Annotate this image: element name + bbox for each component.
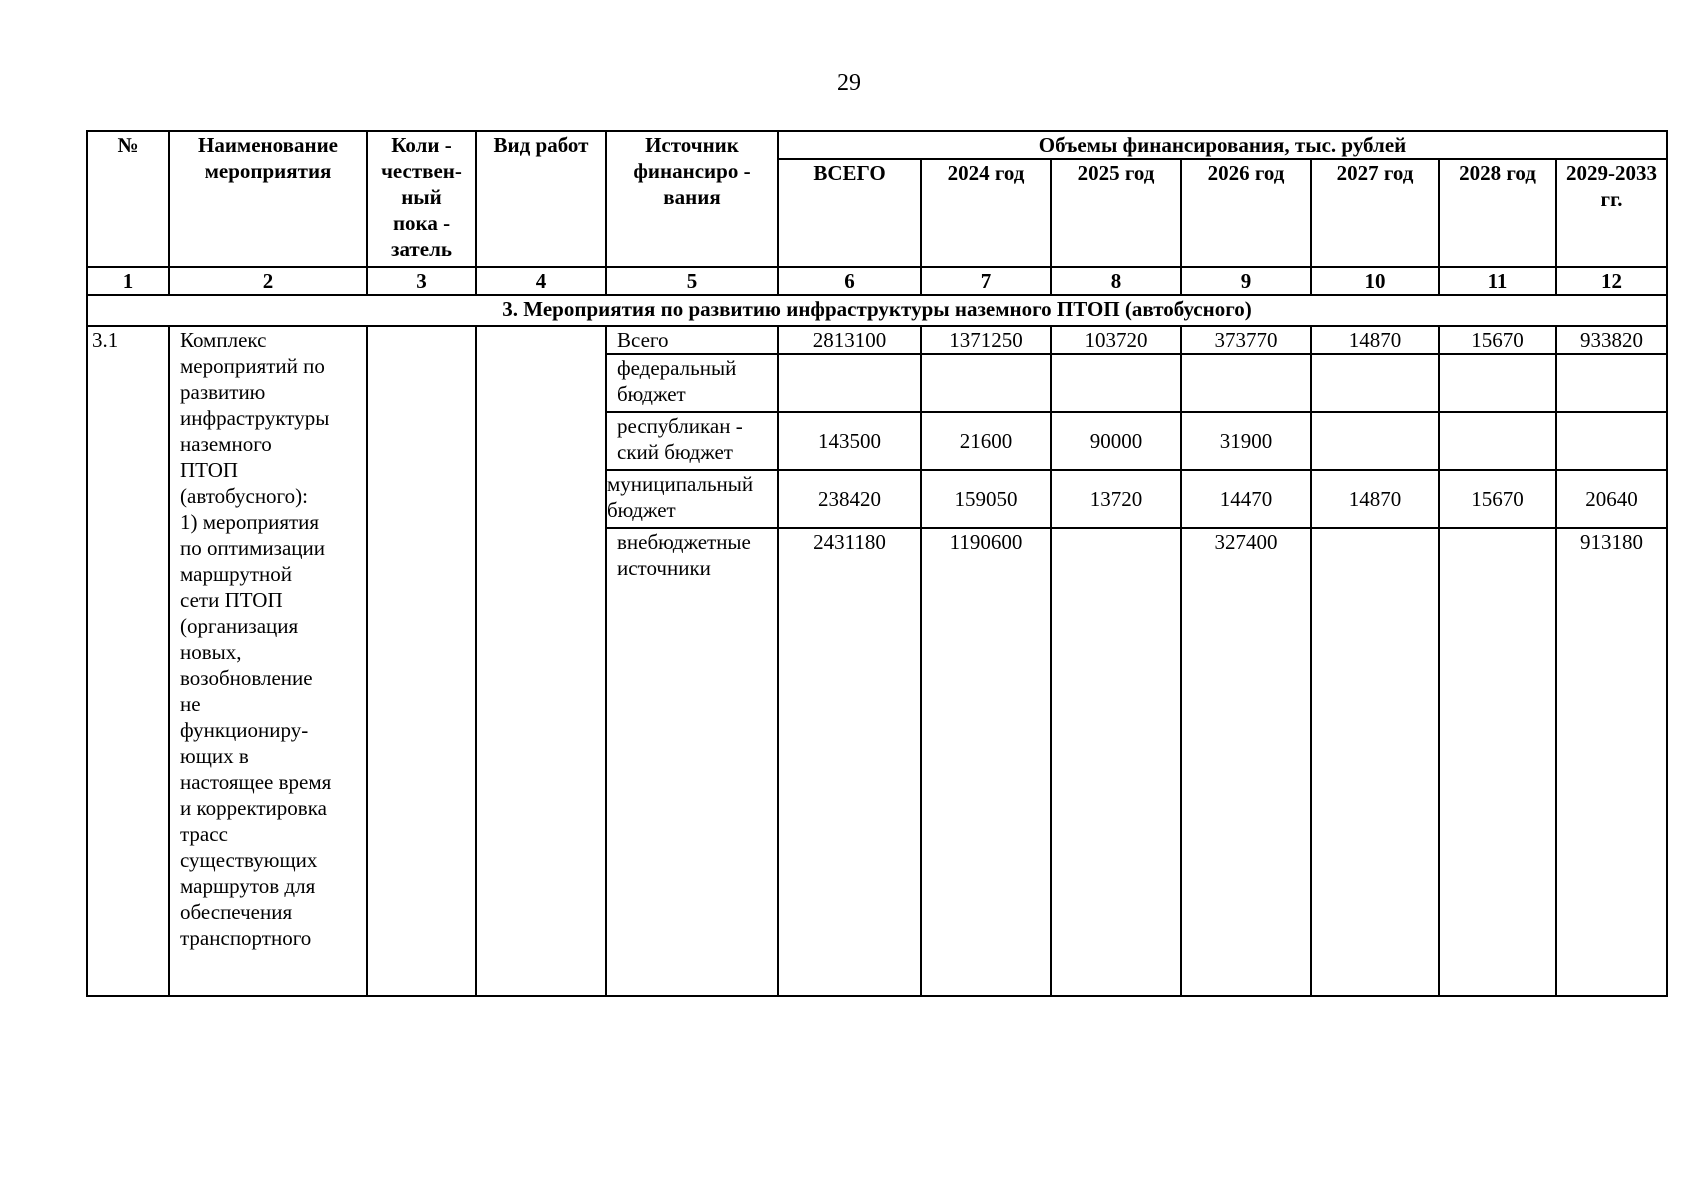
header-row-1: [87, 131, 1667, 159]
page-number: 29: [837, 70, 861, 96]
value-cell: 13720: [1051, 470, 1181, 528]
item-indicator: [367, 326, 476, 996]
item-name-line: по оптимизации: [180, 536, 326, 560]
value-cell: [1556, 412, 1667, 470]
header-no: №: [87, 131, 169, 267]
column-number: 2: [169, 267, 367, 295]
source-cell: федеральный бюджет: [606, 354, 778, 412]
value-cell: [1439, 528, 1556, 996]
column-number: 11: [1439, 267, 1556, 295]
header-source: Источник финансиро - вания: [606, 131, 778, 267]
header-2024: 2024 год: [921, 159, 1051, 267]
column-number-row: [87, 267, 1667, 295]
item-name-line: возобновление: [180, 666, 313, 690]
value-cell: [1439, 412, 1556, 470]
value-cell: [1051, 354, 1181, 412]
value-cell: 238420: [778, 470, 921, 528]
value-cell: [1439, 354, 1556, 412]
value-cell: 14870: [1311, 470, 1439, 528]
header-indicator-line: Коли -: [391, 133, 452, 157]
value-cell: 913180: [1556, 528, 1667, 996]
value-cell: 20640: [1556, 470, 1667, 528]
source-cell: республикан - ский бюджет: [606, 412, 778, 470]
item-name-line: маршрутной: [180, 562, 293, 586]
header-indicator-line: затель: [391, 237, 452, 261]
header-work-type: Вид работ: [476, 131, 606, 267]
item-work-type: [476, 326, 606, 996]
item-name-line: сети ПТОП: [180, 588, 283, 612]
item-name-line: (автобусного):: [180, 484, 308, 508]
item-name-line: (организация: [180, 614, 299, 638]
value-cell: [1311, 354, 1439, 412]
column-number: 12: [1556, 267, 1667, 295]
item-name-line: и корректировка: [180, 796, 327, 820]
value-cell: 31900: [1181, 412, 1311, 470]
value-cell: [1311, 528, 1439, 996]
column-number: 7: [921, 267, 1051, 295]
source-cell: внебюджетные источники: [606, 528, 778, 996]
value-cell: 327400: [1181, 528, 1311, 996]
item-name-line: настоящее время: [180, 770, 332, 794]
header-name: Наименование мероприятия: [169, 131, 367, 267]
item-name-line: не: [180, 692, 201, 716]
item-name: [169, 326, 367, 996]
item-name-line: ПТОП: [180, 458, 239, 482]
item-name-line: маршрутов для: [180, 874, 316, 898]
value-cell: 933820: [1556, 326, 1667, 354]
value-cell: 1190600: [921, 528, 1051, 996]
column-number: 8: [1051, 267, 1181, 295]
table-row: [87, 326, 1667, 354]
item-name-line: инфраструктуры: [180, 406, 330, 430]
section-title: 3. Мероприятия по развитию инфраструктуры наземного ПТОП (автобусного): [87, 295, 1667, 326]
item-name-line: ющих в: [180, 744, 249, 768]
source-cell: муниципальный бюджет: [606, 470, 778, 528]
value-cell: 15670: [1439, 326, 1556, 354]
header-2029-2033: 2029-2033 гг.: [1556, 159, 1667, 267]
item-name-line: Комплекс: [180, 328, 267, 352]
section-row: [87, 295, 1667, 326]
value-cell: 143500: [778, 412, 921, 470]
value-cell: 90000: [1051, 412, 1181, 470]
value-cell: 21600: [921, 412, 1051, 470]
value-cell: [1556, 354, 1667, 412]
value-cell: 2431180: [778, 528, 921, 996]
header-indicator: [367, 131, 476, 267]
column-number: 4: [476, 267, 606, 295]
header-indicator-line: чествен-: [381, 159, 462, 183]
item-number: 3.1: [87, 326, 169, 996]
item-name-line: транспортного: [180, 926, 312, 950]
column-number: 1: [87, 267, 169, 295]
item-name-line: наземного: [180, 432, 272, 456]
column-number: 6: [778, 267, 921, 295]
value-cell: 373770: [1181, 326, 1311, 354]
item-name-line: функциониру-: [180, 718, 309, 742]
item-name-line: обеспечения: [180, 900, 293, 924]
item-name-line: мероприятий по: [180, 354, 325, 378]
value-cell: 103720: [1051, 326, 1181, 354]
item-name-line: новых,: [180, 640, 242, 664]
header-indicator-line: пока -: [392, 211, 451, 235]
header-2027: 2027 год: [1311, 159, 1439, 267]
item-name-line: развитию: [180, 380, 266, 404]
column-number: 3: [367, 267, 476, 295]
column-number: 9: [1181, 267, 1311, 295]
financing-table: [86, 130, 1668, 997]
value-cell: 2813100: [778, 326, 921, 354]
item-name-line: трасс: [180, 822, 228, 846]
value-cell: [1051, 528, 1181, 996]
header-2028: 2028 год: [1439, 159, 1556, 267]
value-cell: [778, 354, 921, 412]
value-cell: [1181, 354, 1311, 412]
value-cell: [921, 354, 1051, 412]
column-number: 5: [606, 267, 778, 295]
value-cell: 1371250: [921, 326, 1051, 354]
header-2026: 2026 год: [1181, 159, 1311, 267]
value-cell: [1311, 412, 1439, 470]
value-cell: 14870: [1311, 326, 1439, 354]
value-cell: 15670: [1439, 470, 1556, 528]
item-name-line: 1) мероприятия: [180, 510, 320, 534]
value-cell: 14470: [1181, 470, 1311, 528]
source-cell: Всего: [606, 326, 778, 354]
header-financing: Объемы финансирования, тыс. рублей: [778, 131, 1667, 159]
header-total: ВСЕГО: [778, 159, 921, 267]
item-name-line: существующих: [180, 848, 318, 872]
header-indicator-line: ный: [401, 185, 442, 209]
header-2025: 2025 год: [1051, 159, 1181, 267]
column-number: 10: [1311, 267, 1439, 295]
value-cell: 159050: [921, 470, 1051, 528]
